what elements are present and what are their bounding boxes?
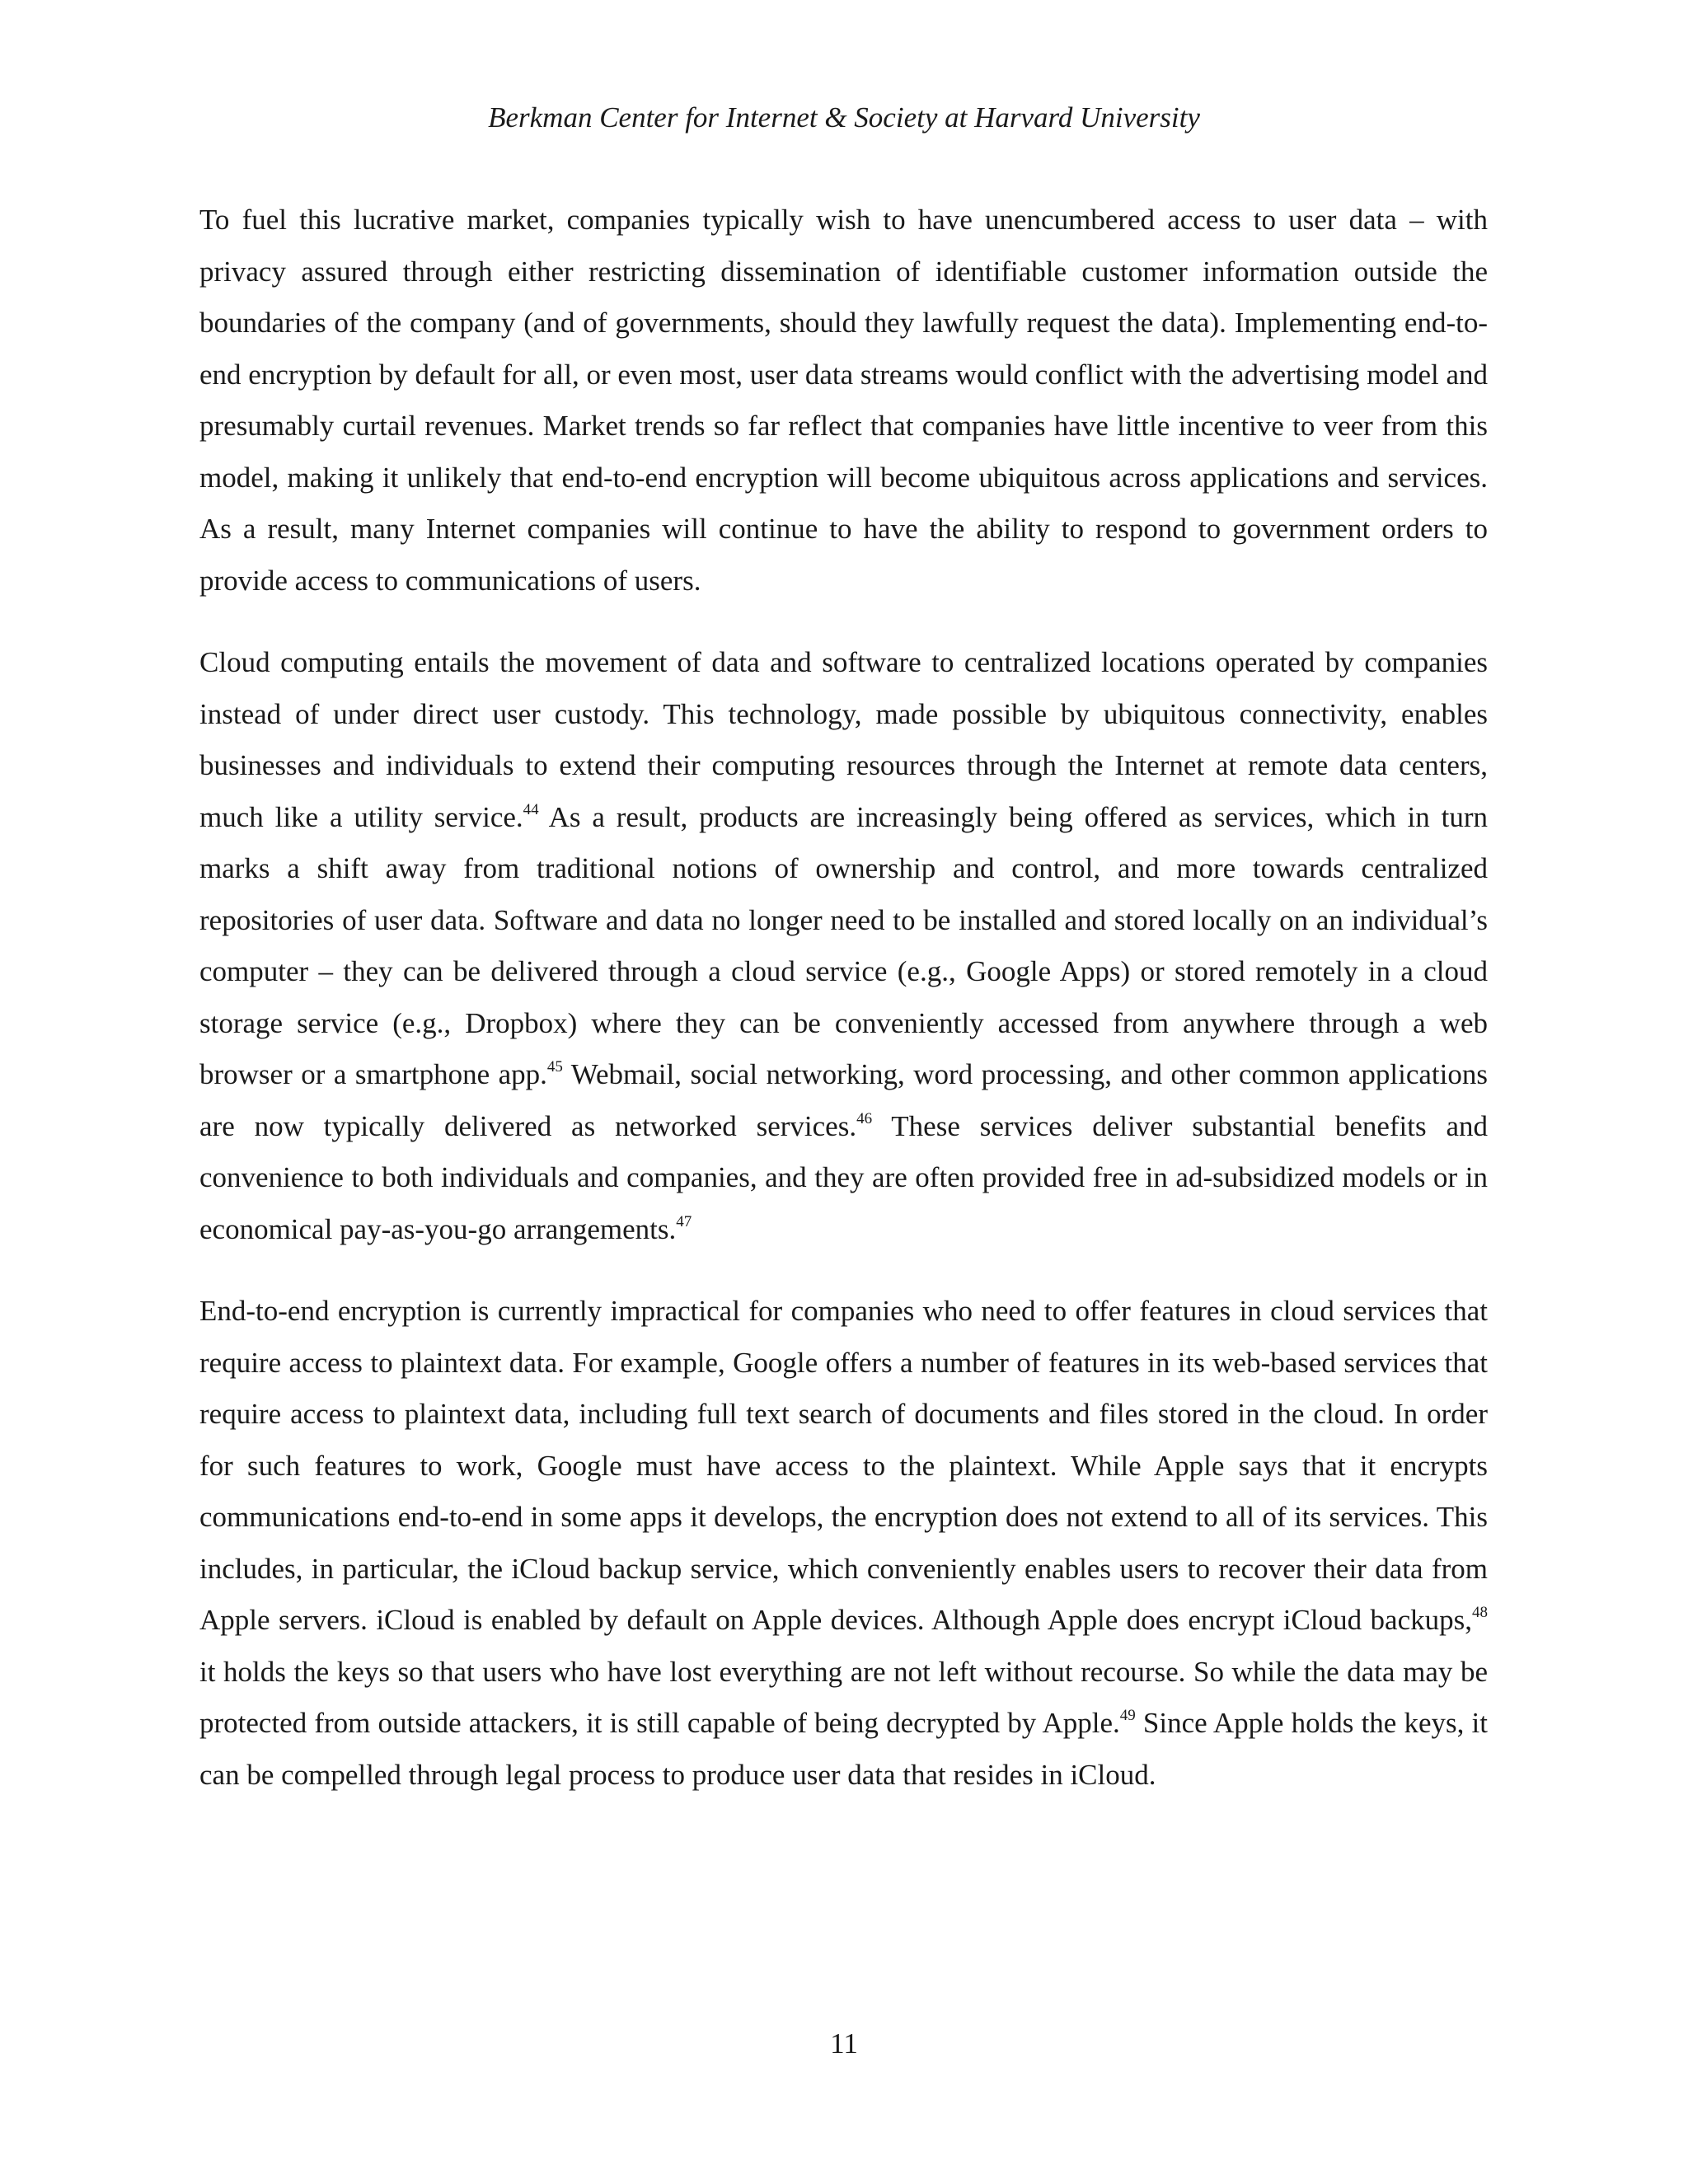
footnote-ref[interactable]: 45 [546,1058,563,1076]
footnote-ref[interactable]: 46 [856,1109,873,1127]
page-number: 11 [830,2027,858,2060]
paragraph-end-to-end-encryption [199,1286,1488,1801]
footnote-ref[interactable]: 44 [523,800,539,818]
paragraph-advertising-model [199,194,1488,607]
paragraph-text: End-to-end encryption is currently impractical for companies who need to offer features in cloud services that require access to plaintext data. For example, Google offers a number of features in its web-based services that require access to plaintext data, including full text search of documents and files stored in the cloud. In order for such features to work, Google must have access to the plaintext. While Apple says that it encrypts communications end-to-end in some apps it develops, the encryption does not extend to all of its services. This includes, in particular, the iCloud backup service, which conveniently enables users to recover their data from Apple servers. iCloud is enabled by default on Apple devices. Although Apple does encrypt iCloud backups, [199,1295,1488,1636]
running-header: Berkman Center for Internet & Society at Harvard University [488,101,1200,134]
footnote-ref[interactable]: 49 [1119,1707,1136,1725]
paragraph-text: it holds the keys so that users who have lost everything are not left without recourse. So while the data may be protected from outside attackers, it is still capable of being decrypted by Apple. [199,1655,1488,1739]
paragraph-text: Since Apple holds the keys, it can be compelled through legal process to produce user data that resides in iCloud. [199,1707,1488,1791]
footnote-ref[interactable]: 47 [676,1212,692,1230]
paragraph-text: As a result, products are increasingly being offered as services, which in turn marks a shift away from traditional notions of ownership and control, and more towards centralized repositories of user data. Software and data no longer need to be installed and stored locally on an individual’s computer – they can be delivered through a cloud service (e.g., Google Apps) or stored remotely in a cloud storage service (e.g., Dropbox) where they can be conveniently accessed from anywhere through a web browser or a smartphone app. [199,800,1488,1090]
paragraph-text: These services deliver substantial benefits and convenience to both individuals and companies, and they are often provided free in ad-subsidized models or in economical pay-as-you-go arrangements. [199,1109,1488,1245]
paragraph-text: Webmail, social networking, word processing, and other common applications are now typically delivered as networked services. [199,1058,1488,1142]
paragraph-text: To fuel this lucrative market, companies typically wish to have unencumbered access to user data – with privacy assured through either restricting dissemination of identifiable customer information outside the boundaries of the company (and of governments, should they lawfully request the data). Implementing end-to-end encryption by default for all, or even most, user data streams would conflict with the advertising model and presumably curtail revenues. Market trends so far reflect that companies have little incentive to veer from this model, making it unlikely that end-to-end encryption will become ubiquitous across applications and services. As a result, many Internet companies will continue to have the ability to respond to government orders to provide access to communications of users. [199,204,1488,597]
body-text [199,194,1488,1831]
footnote-ref[interactable]: 48 [1472,1604,1488,1622]
paragraph-cloud-computing [199,637,1488,1255]
paragraph-text: Cloud computing entails the movement of data and software to centralized locations operated by companies instead of under direct user custody. This technology, made possible by ubiquitous connectivity, enables businesses and individuals to extend their computing resources through the Internet at remote data centers, much like a utility service. [199,646,1488,833]
